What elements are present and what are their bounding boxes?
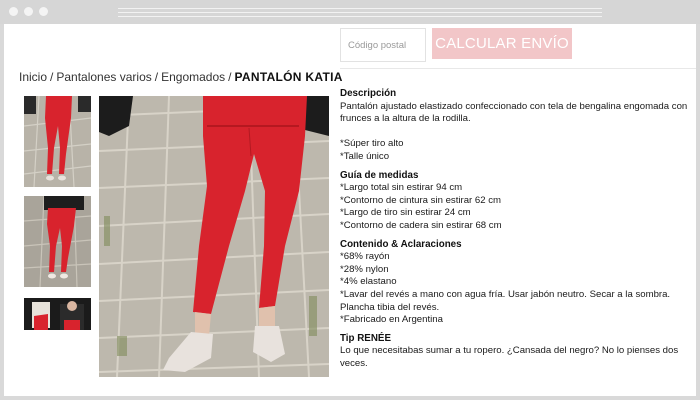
feature-item: *Súper tiro alto xyxy=(340,138,404,150)
address-bar-line xyxy=(118,16,602,17)
address-bar-line xyxy=(118,8,602,9)
page-viewport xyxy=(4,24,696,396)
breadcrumb-separator: / xyxy=(50,70,54,84)
divider xyxy=(340,68,696,69)
product-thumbnail-image xyxy=(24,298,91,330)
breadcrumb-separator: / xyxy=(228,70,232,84)
tip-text: Lo que necesitabas sumar a tu ropero. ¿Cansada del negro? No lo pienses dos veces. xyxy=(340,345,679,369)
address-bar-line xyxy=(118,12,602,13)
breadcrumb-separator: / xyxy=(154,70,159,84)
content-item: *28% nylon xyxy=(340,263,389,275)
window-maximize-dot[interactable] xyxy=(39,7,48,16)
measure-item: *Largo total sin estirar 94 cm xyxy=(340,182,463,194)
window-minimize-dot[interactable] xyxy=(24,7,33,16)
measure-item: *Contorno de cintura sin estirar 62 cm xyxy=(340,194,502,206)
feature-item: *Talle único xyxy=(340,150,390,162)
product-thumbnail-image xyxy=(24,96,91,187)
product-thumbnail-1[interactable] xyxy=(24,96,91,187)
product-thumbnail-image xyxy=(24,196,91,287)
measure-item: *Largo de tiro sin estirar 24 cm xyxy=(340,207,471,219)
product-description xyxy=(340,82,692,370)
calculate-shipping-button[interactable]: CALCULAR ENVÍO xyxy=(432,28,572,59)
breadcrumb-current: PANTALÓN KATIA xyxy=(234,70,343,84)
content-item: *Lavar del revés a mano con agua fría. Usar jabón neutro. Secar a la sombra. Plancha tibia del revés. xyxy=(340,288,671,313)
browser-titlebar xyxy=(0,0,700,24)
measures-heading: Guía de medidas xyxy=(340,169,419,181)
content-item: *68% rayón xyxy=(340,251,390,263)
product-photo xyxy=(99,96,329,377)
window-close-dot[interactable] xyxy=(9,7,18,16)
breadcrumb xyxy=(19,70,343,84)
content-item: *Fabricado en Argentina xyxy=(340,314,443,326)
breadcrumb-link-inicio[interactable]: Inicio xyxy=(19,70,48,84)
product-thumbnail-2[interactable] xyxy=(24,196,91,287)
breadcrumb-link-engomados[interactable]: Engomados xyxy=(161,70,226,84)
product-main-image[interactable] xyxy=(99,96,329,377)
content-heading: Contenido & Aclaraciones xyxy=(340,238,462,250)
content-item: *4% elastano xyxy=(340,276,397,288)
measure-item: *Contorno de cadera sin estirar 68 cm xyxy=(340,219,502,231)
postal-code-input[interactable] xyxy=(340,28,426,62)
description-heading: Descripción xyxy=(340,88,397,99)
breadcrumb-link-pantalones-varios[interactable]: Pantalones varios xyxy=(56,70,152,84)
description-text: Pantalón ajustado elastizado confeccionado con tela de bengalina engomada con frunces a la altura de la rodilla. xyxy=(340,100,688,125)
product-thumbnail-3[interactable] xyxy=(24,298,91,330)
tip-heading: Tip RENÉE xyxy=(340,332,391,344)
